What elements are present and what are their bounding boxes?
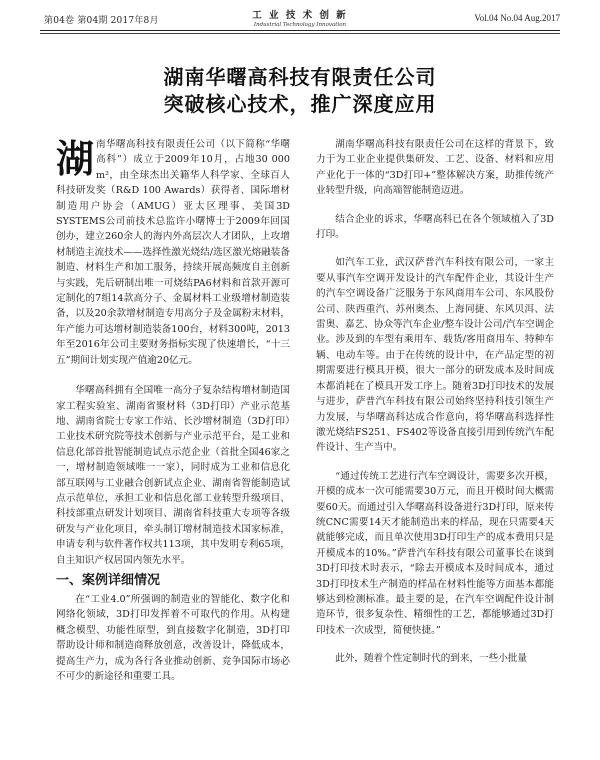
right-paragraph-3: 如汽车工业，武汉萨普汽车科技有限公司，一家主要从事汽车空调开发设计的汽车配件企业，其设计生产的汽车空调设备广泛服务于东风商用车公司、东风股份公司、陕西重汽、苏州奥杰、上海同捷、东风贝洱、法雷奥、嘉艺、协众等汽车企业/整车设计公司/汽车空调企业。涉及到的车型有乘用车、载货/客用商用车、特种车辆、电动车等。由于在传统的设计中，在产品定型的初期需要进行模具开模，很大一部分的研发成本及时间成本都消耗在了模具开发工序上。随着3D打印技术的发展与进步，萨普汽车科技有限公司始终坚持科技引领生产力发展，与华曙高科达成合作意向，将华曙高科选择性激光烧结FS251、FS402等设备直接引用到传统汽车配件设计、生产当中。 <box>316 257 554 454</box>
header-rule <box>40 30 560 31</box>
header-rule-thin <box>40 33 560 34</box>
article-title-line2: 突破核心技术，推广深度应用 <box>163 92 437 116</box>
left-paragraph-1: 南华曙高科技有限责任公司（以下简称“华曙高科”）成立于2009年10月，占地30 000 m²，由全球杰出关籍华人科学家、全球百人科技研发奖（R&D 100 Awards）获得者、国际增材制造用户协会（AMUG）亚太区理事、美国3D SYSTEMS公司前技术总监许小曙博士于2009年回国创办，建立260余人的海内外高层次人才团队，上攻增材制造主流技术——选择性激光烧结/选区激光熔融装备制造、材料生产和加工服务，持续开展高频度自主创新与实践，先后研制出唯一可烧结PA6材料和首款开源可定制化的7组14款高分子、金属材料工业级增材制造装备，以及20余款增材制造专用高分子及金属粉末材料，年产能力可达增材制造装备100台，材料300吨，2013年至2016年公司主要财务指标实现了快速增长，“十三五”期间计划实现产值逾20亿元。 <box>56 139 290 366</box>
right-paragraph-2: 结合企业的诉求，华曙高科已在各个领域植入了3D打印。 <box>316 213 554 241</box>
drop-cap: 湖 <box>56 137 95 181</box>
right-paragraph-1: 湖南华曙高科技有限责任公司在这样的背景下，致力于为工业企业提供集研发、工艺、设备、材料和应用产业化于一体的“3D打印+”整体解决方案，助推传统产业转型升级，向高端智能制造迈进。 <box>316 139 554 197</box>
journal-name-cn: 工 业 技 术 创 新 <box>252 10 348 21</box>
issue-info: 第04卷 第04期 2017年8月 <box>44 16 159 26</box>
right-paragraph-5: 此外，随着个性定制时代的到来，一些小批量 <box>335 653 528 665</box>
right-column <box>316 137 554 667</box>
left-column <box>56 137 290 684</box>
right-paragraph-4: “通过传统工艺进行汽车空调设计，需要多次开模，开模的成本一次可能需要30万元，而且开模时间大概需要60天。而通过引入华曙高科设备进行3D打印，原来传统CNC需要14天才能制造出来的样品，现在只需要4天就能够完成，而且单次使用3D打印生产的成本费用只是开模成本的10%。”萨普汽车科技有限公司董事长在谈到3D打印技术时表示，“除去开模成本及时间成本，通过3D打印技术生产制造的样品在材料性能等方面基本都能够达到检测标准。最主要的是，在汽车空调配件设计制造环节，很多复杂性、精细性的工艺，都能够通过3D打印技术一次成型，简便快捷。” <box>316 470 554 636</box>
issue-info-en: Vol.04 No.04 Aug.2017 <box>474 13 560 23</box>
left-paragraph-3: 在“工业4.0”所强调的制造业的智能化、数字化和网络化领域，3D打印发挥着不可取代的作用。从构建概念模型、功能性原型，到直接数字化制造，3D打印帮助设计师和制造商释放创意，改善设计，降低成本，提高生产力，成为各行各业推动创新、竞争国际市场必不可少的新途径和重要工具。 <box>56 593 290 682</box>
left-paragraph-2: 华曙高科拥有全国唯一高分子复杂结构增材制造国家工程实验室、湖南省聚材料（3D打印）产业示范基地、湖南省院士专家工作站、长沙增材制造（3D打印）工业技术研究院等技术创新与产业示范平台，是工业和信息化部首批智能制造试点示范企业（首批全国46家之一，增材制造领域唯一一家），同时成为工业和信息化部互联网与工业融合创新试点企业、湖南省智能制造试点示范单位，承担工业和信息化部工业转型升级项目、科技部重点研发计划项目、湖南省科技重大专项等各级研发与产业化项目，牵头制订增材制造技术国家标准，申请专利与软件著作权共113项，其中发明专利65项，自主知识产权居国内领先水平。 <box>56 385 290 566</box>
journal-name-en: Industrial Technology Innovation <box>253 22 347 28</box>
article-title-line1: 湖南华曙高科技有限责任公司 <box>163 65 437 89</box>
section-heading: 一、案例详细情况 <box>56 572 161 588</box>
